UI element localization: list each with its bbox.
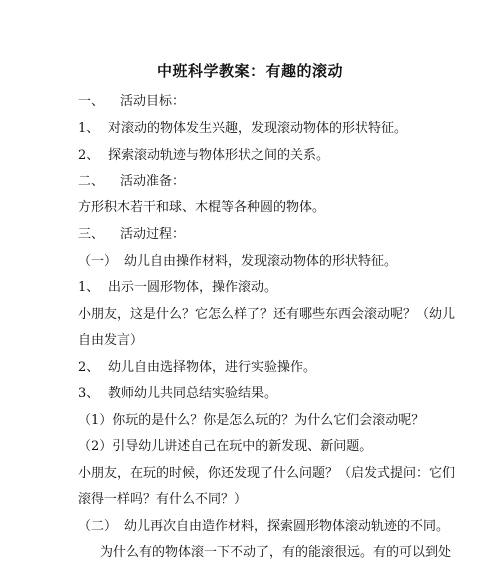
step-number: （二） bbox=[78, 519, 118, 534]
section-heading-process bbox=[78, 225, 185, 245]
section-text: 活动过程： bbox=[120, 227, 186, 242]
document-title: 中班科学教案：有趣的滚动 bbox=[156, 62, 343, 80]
item-text: 探索滚动轨迹与物体形状之间的关系。 bbox=[108, 148, 330, 163]
paragraph-text: 为什么有的物体滚一下不动了，有的能滚很远。有的可以到处 bbox=[100, 545, 452, 560]
section-number: 二、 bbox=[78, 174, 105, 189]
paragraph-line bbox=[78, 331, 143, 351]
sub-item-number: （1） bbox=[78, 413, 113, 428]
section-text: 活动准备： bbox=[120, 174, 186, 189]
process-item-2 bbox=[78, 358, 316, 378]
process-item-1 bbox=[78, 278, 277, 298]
paragraph-text: 小朋友，在玩的时候，你还发现了什么问题？（启发式提问：它们 bbox=[78, 466, 456, 481]
item-number: 3、 bbox=[78, 386, 100, 401]
paragraph-text: 自由发言） bbox=[78, 333, 144, 348]
paragraph-text: 滚得一样吗？有什么不同？） bbox=[78, 492, 248, 507]
paragraph-line bbox=[78, 464, 455, 484]
paragraph-line bbox=[78, 490, 247, 510]
sub-item-text: 引导幼儿讲述自己在玩中的新发现、新问题。 bbox=[112, 439, 373, 454]
item-number: 2、 bbox=[78, 360, 100, 375]
paragraph-text: 方形积木若干和球、木棍等各种圆的物体。 bbox=[78, 200, 326, 215]
sub-item-text: 你玩的是什么？你是怎么玩的？为什么它们会滚动呢？ bbox=[112, 413, 425, 428]
section-text: 活动目标： bbox=[120, 94, 186, 109]
section-heading-goals bbox=[78, 92, 185, 112]
item-text: 教师幼儿共同总结实验结果。 bbox=[108, 386, 278, 401]
sub-item-1 bbox=[78, 411, 424, 431]
process-step-2 bbox=[78, 517, 449, 537]
item-text: 幼儿自由选择物体，进行实验操作。 bbox=[108, 360, 317, 375]
item-number: 1、 bbox=[78, 121, 100, 136]
preparation-text bbox=[78, 198, 325, 218]
item-number: 1、 bbox=[78, 280, 100, 295]
process-item-3 bbox=[78, 384, 277, 404]
item-text: 出示一圆形物体，操作滚动。 bbox=[108, 280, 278, 295]
step-number: （一） bbox=[78, 254, 118, 269]
section-number: 一、 bbox=[78, 94, 105, 109]
process-step-1 bbox=[78, 252, 397, 272]
section-heading-preparation bbox=[78, 172, 185, 192]
sub-item-number: （2） bbox=[78, 439, 113, 454]
section-number: 三、 bbox=[78, 227, 105, 242]
item-text: 对滚动的物体发生兴趣，发现滚动物体的形状特征。 bbox=[108, 121, 408, 136]
item-number: 2、 bbox=[78, 148, 100, 163]
goal-item-2 bbox=[78, 146, 329, 166]
step-text: 幼儿再次自由造作材料，探索圆形物体滚动轨迹的不同。 bbox=[124, 519, 450, 534]
paragraph-line bbox=[78, 305, 455, 325]
paragraph-line bbox=[100, 543, 451, 563]
step-text: 幼儿自由操作材料，发现滚动物体的形状特征。 bbox=[124, 254, 398, 269]
paragraph-text: 小朋友，这是什么？它怎么样了？还有哪些东西会滚动呢？（幼儿 bbox=[78, 307, 456, 322]
sub-item-2 bbox=[78, 437, 372, 457]
goal-item-1 bbox=[78, 119, 407, 139]
